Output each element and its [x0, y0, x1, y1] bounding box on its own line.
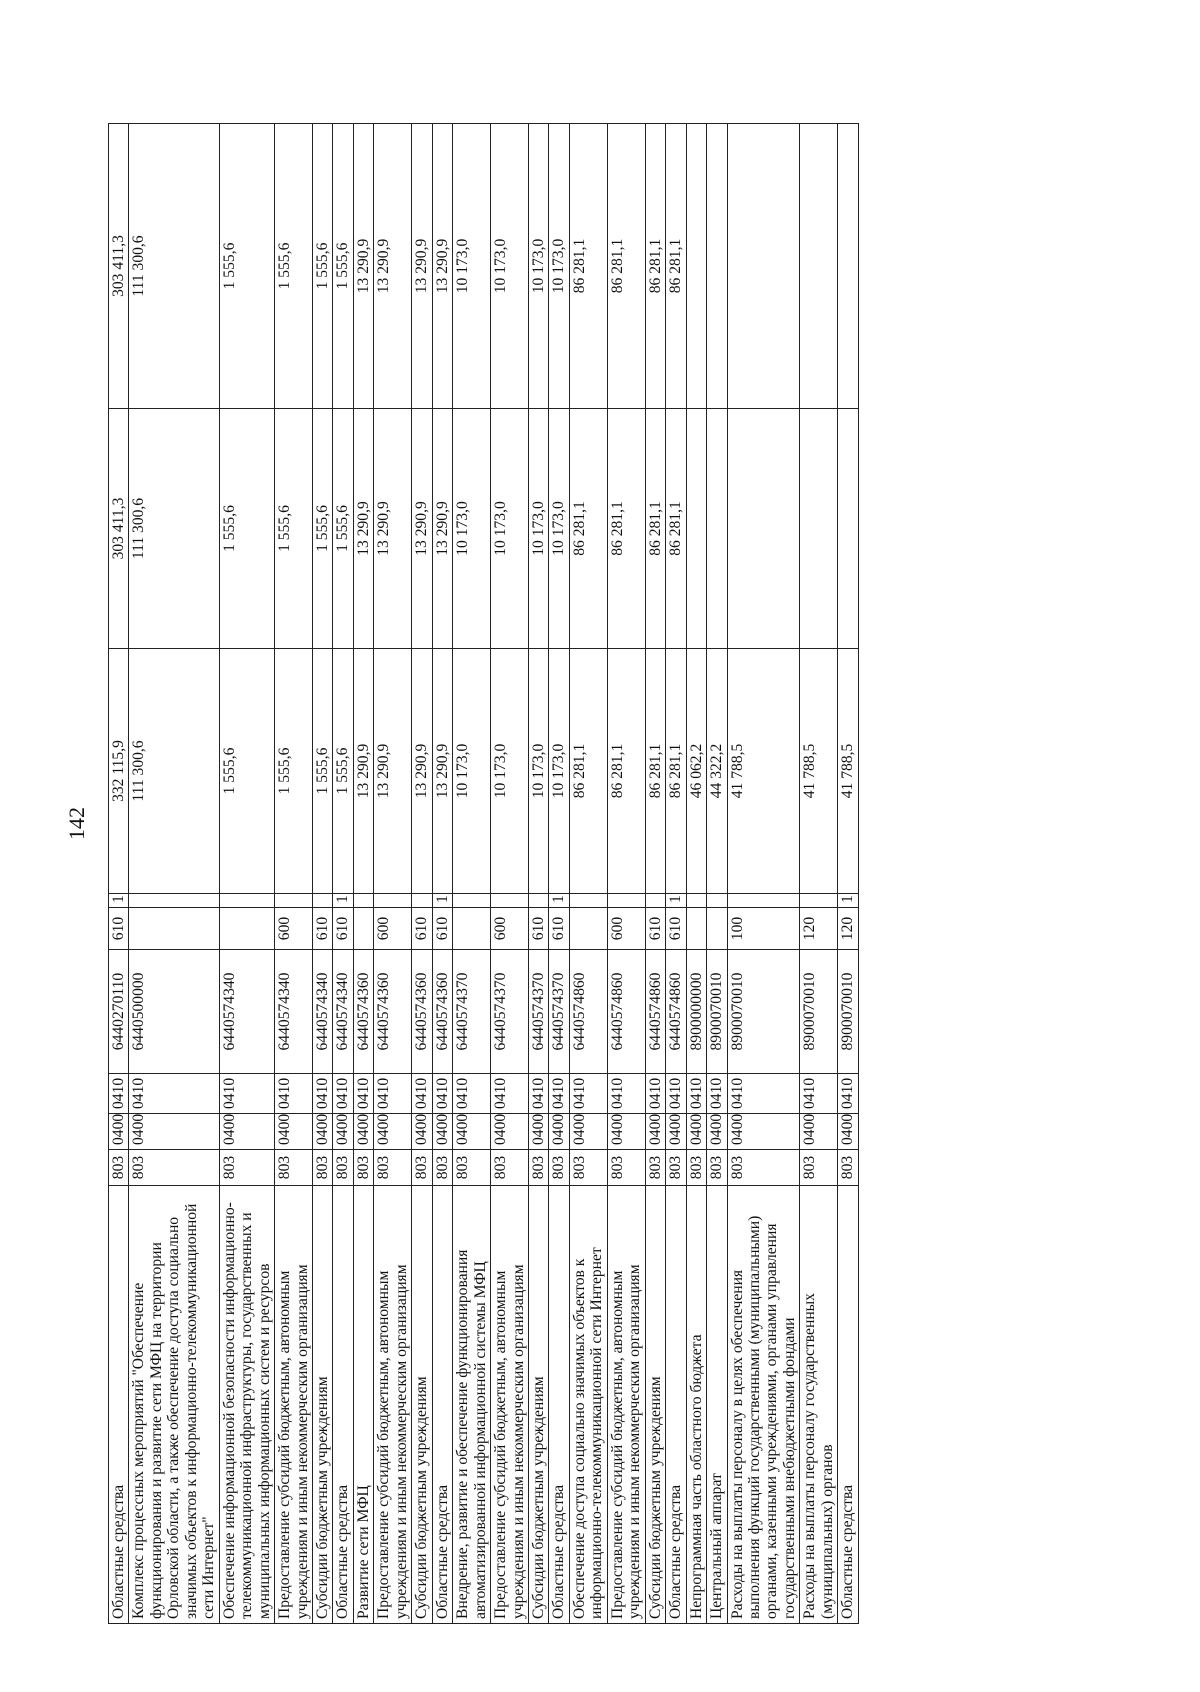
table-row — [312, 124, 332, 1624]
section-code-cell: 0400 — [707, 1114, 727, 1150]
amount-year1-cell: 1 555,6 — [219, 649, 274, 894]
row-name-cell: Субсидии бюджетным учреждениям — [312, 1186, 332, 1624]
target-article-cell: 8900070010 — [800, 950, 838, 1074]
section-code-cell: 0400 — [453, 1114, 491, 1150]
table-row — [645, 124, 665, 1624]
expense-type-cell — [569, 908, 607, 950]
expense-type-cell: 610 — [432, 908, 452, 950]
amount-year1-cell: 46 062,2 — [686, 649, 706, 894]
grbs-code-cell: 803 — [333, 1150, 353, 1186]
grbs-code-cell: 803 — [109, 1150, 129, 1186]
amount-year3-cell: 1 555,6 — [333, 124, 353, 409]
section-code-cell: 0400 — [645, 1114, 665, 1150]
table-row — [569, 124, 607, 1624]
table-row — [607, 124, 645, 1624]
amount-year3-cell — [800, 124, 838, 409]
grbs-code-cell: 803 — [569, 1150, 607, 1186]
subsection-code-cell: 0410 — [412, 1074, 432, 1114]
section-code-cell: 0400 — [686, 1114, 706, 1150]
target-article-cell: 6440574860 — [607, 950, 645, 1074]
grbs-code-cell: 803 — [275, 1150, 313, 1186]
table-row — [374, 124, 412, 1624]
expense-type-cell: 610 — [109, 908, 129, 950]
grbs-code-cell: 803 — [549, 1150, 569, 1186]
amount-year1-cell: 86 281,1 — [645, 649, 665, 894]
subsection-code-cell: 0410 — [645, 1074, 665, 1114]
subsection-code-cell: 0410 — [333, 1074, 353, 1114]
table-row — [219, 124, 274, 1624]
amount-year1-cell: 86 281,1 — [569, 649, 607, 894]
row-name-cell: Внедрение, развитие и обеспечение функционирования автоматизированной информационной системы МФЦ — [453, 1186, 491, 1624]
amount-year3-cell — [686, 124, 706, 409]
target-article-cell: 6440574860 — [666, 950, 686, 1074]
funding-source-cell — [569, 894, 607, 908]
amount-year2-cell: 13 290,9 — [353, 409, 373, 649]
section-code-cell: 0400 — [528, 1114, 548, 1150]
row-name-cell: Субсидии бюджетным учреждениям — [528, 1186, 548, 1624]
amount-year2-cell — [838, 409, 858, 649]
target-article-cell: 6440574360 — [353, 950, 373, 1074]
budget-table — [108, 123, 859, 1624]
amount-year2-cell: 1 555,6 — [333, 409, 353, 649]
amount-year2-cell: 10 173,0 — [528, 409, 548, 649]
table-row — [528, 124, 548, 1624]
expense-type-cell: 120 — [838, 908, 858, 950]
amount-year3-cell: 1 555,6 — [219, 124, 274, 409]
funding-source-cell: 1 — [549, 894, 569, 908]
target-article-cell: 6440574370 — [491, 950, 529, 1074]
section-code-cell: 0400 — [129, 1114, 219, 1150]
funding-source-cell — [129, 894, 219, 908]
row-name-cell: Предоставление субсидий бюджетным, автономным учреждениям и иным некоммерческим организациям — [607, 1186, 645, 1624]
funding-source-cell — [607, 894, 645, 908]
expense-type-cell: 600 — [607, 908, 645, 950]
funding-source-cell: 1 — [333, 894, 353, 908]
expense-type-cell: 600 — [275, 908, 313, 950]
section-code-cell: 0400 — [374, 1114, 412, 1150]
expense-type-cell: 600 — [491, 908, 529, 950]
amount-year2-cell: 86 281,1 — [569, 409, 607, 649]
section-code-cell: 0400 — [491, 1114, 529, 1150]
target-article-cell: 8900070010 — [727, 950, 800, 1074]
amount-year3-cell: 86 281,1 — [569, 124, 607, 409]
subsection-code-cell: 0410 — [453, 1074, 491, 1114]
amount-year2-cell: 10 173,0 — [453, 409, 491, 649]
target-article-cell: 6440574360 — [412, 950, 432, 1074]
section-code-cell: 0400 — [109, 1114, 129, 1150]
amount-year3-cell: 13 290,9 — [432, 124, 452, 409]
grbs-code-cell: 803 — [666, 1150, 686, 1186]
row-name-cell: Субсидии бюджетным учреждениям — [645, 1186, 665, 1624]
section-code-cell: 0400 — [607, 1114, 645, 1150]
expense-type-cell: 610 — [528, 908, 548, 950]
subsection-code-cell: 0410 — [129, 1074, 219, 1114]
section-code-cell: 0400 — [432, 1114, 452, 1150]
grbs-code-cell: 803 — [219, 1150, 274, 1186]
table-row — [800, 124, 838, 1624]
target-article-cell: 6440574360 — [374, 950, 412, 1074]
amount-year2-cell: 13 290,9 — [374, 409, 412, 649]
amount-year3-cell — [838, 124, 858, 409]
expense-type-cell: 120 — [800, 908, 838, 950]
expense-type-cell: 600 — [374, 908, 412, 950]
amount-year1-cell: 111 300,6 — [129, 649, 219, 894]
expense-type-cell: 610 — [412, 908, 432, 950]
amount-year3-cell: 10 173,0 — [453, 124, 491, 409]
table-row — [491, 124, 529, 1624]
table-row — [838, 124, 858, 1624]
target-article-cell: 6440574340 — [312, 950, 332, 1074]
subsection-code-cell: 0410 — [569, 1074, 607, 1114]
expense-type-cell: 610 — [645, 908, 665, 950]
amount-year3-cell — [727, 124, 800, 409]
amount-year1-cell: 1 555,6 — [333, 649, 353, 894]
section-code-cell: 0400 — [549, 1114, 569, 1150]
amount-year3-cell: 86 281,1 — [607, 124, 645, 409]
expense-type-cell — [707, 908, 727, 950]
amount-year2-cell: 13 290,9 — [412, 409, 432, 649]
section-code-cell: 0400 — [838, 1114, 858, 1150]
funding-source-cell: 1 — [109, 894, 129, 908]
table-row — [412, 124, 432, 1624]
row-name-cell: Центральный аппарат — [707, 1186, 727, 1624]
funding-source-cell — [353, 894, 373, 908]
amount-year3-cell: 13 290,9 — [412, 124, 432, 409]
amount-year3-cell: 111 300,6 — [129, 124, 219, 409]
row-name-cell: Областные средства — [109, 1186, 129, 1624]
amount-year3-cell: 13 290,9 — [374, 124, 412, 409]
target-article-cell: 6440574370 — [528, 950, 548, 1074]
section-code-cell: 0400 — [727, 1114, 800, 1150]
target-article-cell: 8900070010 — [838, 950, 858, 1074]
table-row — [109, 124, 129, 1624]
table-row — [686, 124, 706, 1624]
funding-source-cell: 1 — [666, 894, 686, 908]
grbs-code-cell: 803 — [453, 1150, 491, 1186]
expense-type-cell: 610 — [333, 908, 353, 950]
expense-type-cell: 610 — [666, 908, 686, 950]
amount-year2-cell: 10 173,0 — [491, 409, 529, 649]
target-article-cell: 6440574860 — [569, 950, 607, 1074]
row-name-cell: Комплекс процессных мероприятий "Обеспечение функционирования и развитие сети МФЦ на территории Орловской области, а также обеспечение доступа социально значимых объектов к информационно-телекоммуникационной сети Интернет" — [129, 1186, 219, 1624]
section-code-cell: 0400 — [333, 1114, 353, 1150]
amount-year1-cell: 41 788,5 — [800, 649, 838, 894]
amount-year1-cell: 13 290,9 — [353, 649, 373, 894]
amount-year2-cell: 1 555,6 — [312, 409, 332, 649]
expense-type-cell: 610 — [312, 908, 332, 950]
amount-year2-cell: 303 411,3 — [109, 409, 129, 649]
amount-year2-cell — [800, 409, 838, 649]
target-article-cell: 6440270110 — [109, 950, 129, 1074]
amount-year1-cell: 10 173,0 — [528, 649, 548, 894]
amount-year2-cell: 1 555,6 — [219, 409, 274, 649]
expense-type-cell: 100 — [727, 908, 800, 950]
subsection-code-cell: 0410 — [275, 1074, 313, 1114]
amount-year1-cell: 10 173,0 — [453, 649, 491, 894]
subsection-code-cell: 0410 — [686, 1074, 706, 1114]
expense-type-cell — [453, 908, 491, 950]
expense-type-cell — [686, 908, 706, 950]
amount-year1-cell: 41 788,5 — [838, 649, 858, 894]
row-name-cell: Развитие сети МФЦ — [353, 1186, 373, 1624]
grbs-code-cell: 803 — [312, 1150, 332, 1186]
amount-year3-cell: 86 281,1 — [666, 124, 686, 409]
target-article-cell: 6440574370 — [549, 950, 569, 1074]
amount-year3-cell: 10 173,0 — [491, 124, 529, 409]
budget-table-body — [109, 124, 859, 1624]
amount-year1-cell: 86 281,1 — [607, 649, 645, 894]
amount-year2-cell — [686, 409, 706, 649]
target-article-cell: 8900000000 — [686, 950, 706, 1074]
amount-year2-cell: 86 281,1 — [607, 409, 645, 649]
funding-source-cell — [412, 894, 432, 908]
page-number: 142 — [64, 807, 89, 840]
amount-year1-cell: 13 290,9 — [432, 649, 452, 894]
row-name-cell: Предоставление субсидий бюджетным, автономным учреждениям и иным некоммерческим организациям — [275, 1186, 313, 1624]
subsection-code-cell: 0410 — [312, 1074, 332, 1114]
amount-year2-cell: 86 281,1 — [645, 409, 665, 649]
table-row — [707, 124, 727, 1624]
subsection-code-cell: 0410 — [727, 1074, 800, 1114]
amount-year2-cell: 86 281,1 — [666, 409, 686, 649]
expense-type-cell — [353, 908, 373, 950]
section-code-cell: 0400 — [569, 1114, 607, 1150]
funding-source-cell — [686, 894, 706, 908]
row-name-cell: Расходы на выплаты персоналу государственных (муниципальных) органов — [800, 1186, 838, 1624]
target-article-cell: 6440500000 — [129, 950, 219, 1074]
grbs-code-cell: 803 — [374, 1150, 412, 1186]
amount-year1-cell: 13 290,9 — [412, 649, 432, 894]
funding-source-cell — [528, 894, 548, 908]
grbs-code-cell: 803 — [686, 1150, 706, 1186]
grbs-code-cell: 803 — [645, 1150, 665, 1186]
table-row — [727, 124, 800, 1624]
row-name-cell: Областные средства — [432, 1186, 452, 1624]
amount-year3-cell: 10 173,0 — [528, 124, 548, 409]
amount-year2-cell — [707, 409, 727, 649]
budget-table-wrapper — [108, 124, 859, 1624]
subsection-code-cell: 0410 — [838, 1074, 858, 1114]
target-article-cell: 6440574340 — [333, 950, 353, 1074]
subsection-code-cell: 0410 — [353, 1074, 373, 1114]
amount-year2-cell: 13 290,9 — [432, 409, 452, 649]
row-name-cell: Обеспечение доступа социально значимых объектов к информационно-телекоммуникационной сети Интернет — [569, 1186, 607, 1624]
funding-source-cell — [219, 894, 274, 908]
expense-type-cell — [129, 908, 219, 950]
funding-source-cell — [727, 894, 800, 908]
amount-year2-cell: 111 300,6 — [129, 409, 219, 649]
target-article-cell: 6440574360 — [432, 950, 452, 1074]
funding-source-cell — [275, 894, 313, 908]
grbs-code-cell: 803 — [129, 1150, 219, 1186]
subsection-code-cell: 0410 — [432, 1074, 452, 1114]
amount-year1-cell: 332 115,9 — [109, 649, 129, 894]
section-code-cell: 0400 — [800, 1114, 838, 1150]
target-article-cell: 8900070010 — [707, 950, 727, 1074]
target-article-cell: 6440574860 — [645, 950, 665, 1074]
subsection-code-cell: 0410 — [109, 1074, 129, 1114]
target-article-cell: 6440574340 — [219, 950, 274, 1074]
amount-year1-cell: 1 555,6 — [275, 649, 313, 894]
subsection-code-cell: 0410 — [549, 1074, 569, 1114]
table-row — [453, 124, 491, 1624]
grbs-code-cell: 803 — [838, 1150, 858, 1186]
row-name-cell: Областные средства — [333, 1186, 353, 1624]
funding-source-cell — [645, 894, 665, 908]
amount-year3-cell: 1 555,6 — [312, 124, 332, 409]
funding-source-cell — [800, 894, 838, 908]
row-name-cell: Обеспечение информационной безопасности информационно-телекоммуникационной инфраструктуры, государственных и муниципальных информационных систем и ресурсов — [219, 1186, 274, 1624]
grbs-code-cell: 803 — [353, 1150, 373, 1186]
target-article-cell: 6440574340 — [275, 950, 313, 1074]
amount-year3-cell: 13 290,9 — [353, 124, 373, 409]
expense-type-cell: 610 — [549, 908, 569, 950]
amount-year1-cell: 44 322,2 — [707, 649, 727, 894]
subsection-code-cell: 0410 — [707, 1074, 727, 1114]
amount-year3-cell: 86 281,1 — [645, 124, 665, 409]
funding-source-cell — [707, 894, 727, 908]
amount-year3-cell: 303 411,3 — [109, 124, 129, 409]
amount-year2-cell: 1 555,6 — [275, 409, 313, 649]
grbs-code-cell: 803 — [491, 1150, 529, 1186]
funding-source-cell — [491, 894, 529, 908]
amount-year1-cell: 41 788,5 — [727, 649, 800, 894]
subsection-code-cell: 0410 — [607, 1074, 645, 1114]
row-name-cell: Областные средства — [838, 1186, 858, 1624]
grbs-code-cell: 803 — [607, 1150, 645, 1186]
subsection-code-cell: 0410 — [219, 1074, 274, 1114]
subsection-code-cell: 0410 — [528, 1074, 548, 1114]
subsection-code-cell: 0410 — [491, 1074, 529, 1114]
table-row — [549, 124, 569, 1624]
target-article-cell: 6440574370 — [453, 950, 491, 1074]
amount-year3-cell: 1 555,6 — [275, 124, 313, 409]
subsection-code-cell: 0410 — [374, 1074, 412, 1114]
subsection-code-cell: 0410 — [666, 1074, 686, 1114]
funding-source-cell — [312, 894, 332, 908]
amount-year2-cell — [727, 409, 800, 649]
amount-year3-cell — [707, 124, 727, 409]
amount-year2-cell: 10 173,0 — [549, 409, 569, 649]
section-code-cell: 0400 — [353, 1114, 373, 1150]
row-name-cell: Субсидии бюджетным учреждениям — [412, 1186, 432, 1624]
funding-source-cell: 1 — [838, 894, 858, 908]
section-code-cell: 0400 — [275, 1114, 313, 1150]
row-name-cell: Предоставление субсидий бюджетным, автономным учреждениям и иным некоммерческим организациям — [491, 1186, 529, 1624]
grbs-code-cell: 803 — [528, 1150, 548, 1186]
section-code-cell: 0400 — [312, 1114, 332, 1150]
row-name-cell: Областные средства — [549, 1186, 569, 1624]
funding-source-cell — [374, 894, 412, 908]
table-row — [666, 124, 686, 1624]
grbs-code-cell: 803 — [727, 1150, 800, 1186]
table-row — [129, 124, 219, 1624]
table-row — [275, 124, 313, 1624]
row-name-cell: Непрограммная часть областного бюджета — [686, 1186, 706, 1624]
subsection-code-cell: 0410 — [800, 1074, 838, 1114]
table-row — [432, 124, 452, 1624]
amount-year1-cell: 13 290,9 — [374, 649, 412, 894]
funding-source-cell — [453, 894, 491, 908]
amount-year1-cell: 10 173,0 — [491, 649, 529, 894]
grbs-code-cell: 803 — [707, 1150, 727, 1186]
row-name-cell: Областные средства — [666, 1186, 686, 1624]
amount-year3-cell: 10 173,0 — [549, 124, 569, 409]
amount-year1-cell: 1 555,6 — [312, 649, 332, 894]
row-name-cell: Предоставление субсидий бюджетным, автономным учреждениям и иным некоммерческим организациям — [374, 1186, 412, 1624]
funding-source-cell: 1 — [432, 894, 452, 908]
amount-year1-cell: 10 173,0 — [549, 649, 569, 894]
section-code-cell: 0400 — [412, 1114, 432, 1150]
amount-year1-cell: 86 281,1 — [666, 649, 686, 894]
table-row — [333, 124, 353, 1624]
grbs-code-cell: 803 — [412, 1150, 432, 1186]
expense-type-cell — [219, 908, 274, 950]
grbs-code-cell: 803 — [800, 1150, 838, 1186]
grbs-code-cell: 803 — [432, 1150, 452, 1186]
section-code-cell: 0400 — [666, 1114, 686, 1150]
section-code-cell: 0400 — [219, 1114, 274, 1150]
row-name-cell: Расходы на выплаты персоналу в целях обеспечения выполнения функций государственными (муниципальными) органами, казенными учреждениями, органами управления государственными внебюджетными фондами — [727, 1186, 800, 1624]
table-row — [353, 124, 373, 1624]
